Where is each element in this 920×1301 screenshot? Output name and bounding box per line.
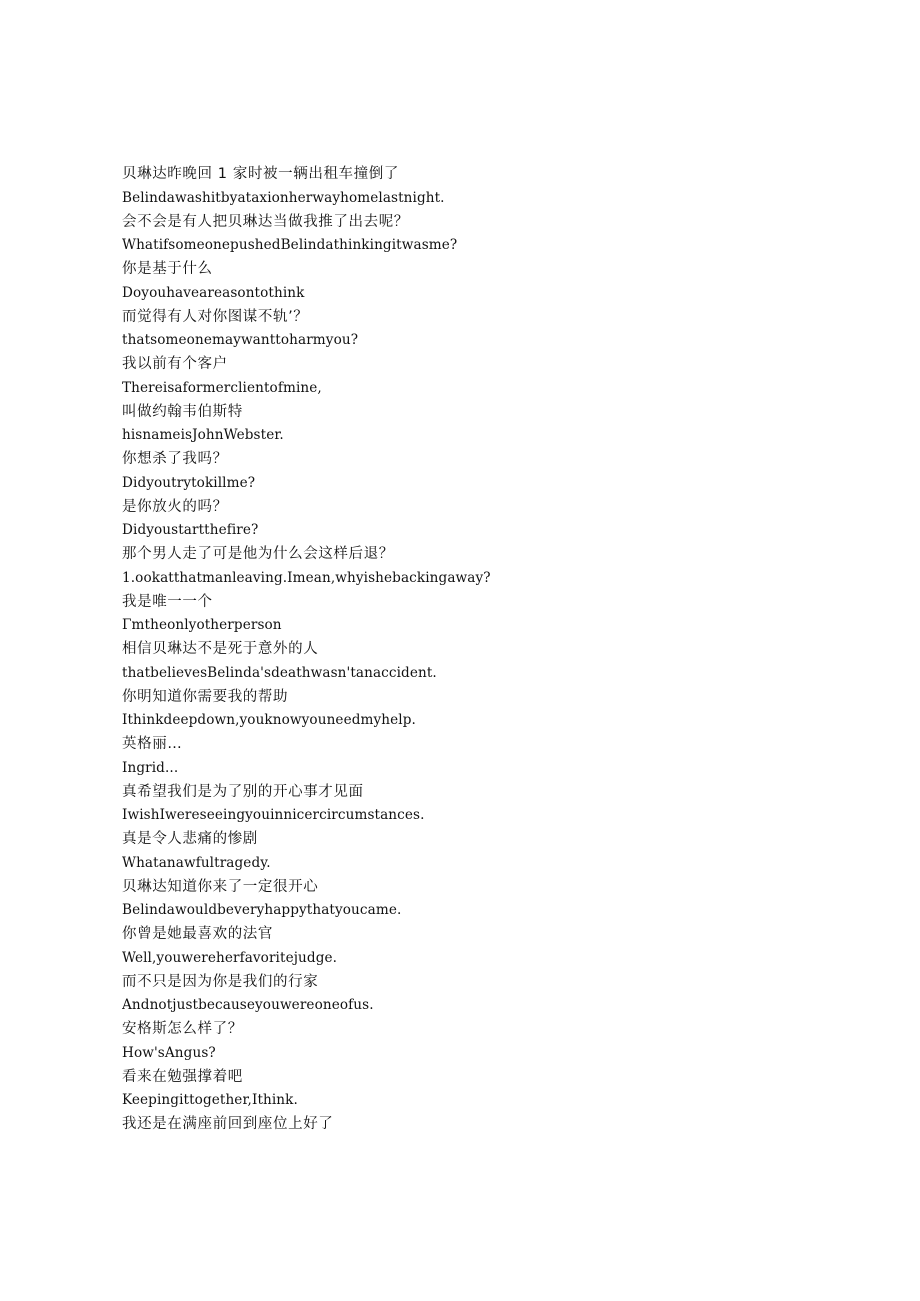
chinese-subtitle-line: 真是令人悲痛的惨剧 [122, 831, 258, 847]
english-subtitle-line: Ingrid... [122, 759, 179, 776]
english-subtitle-line: IwishIwereseeingyouinnicercircumstances. [122, 807, 425, 824]
chinese-subtitle-line: 相信贝琳达不是死于意外的人 [122, 641, 319, 657]
english-subtitle-line: thatbelievesBelinda'sdeathwasn'tanaccident. [122, 664, 437, 681]
chinese-subtitle-line: 英格丽… [122, 736, 183, 752]
subtitle-transcript [122, 163, 862, 1137]
english-subtitle-line: Didyoustartthefire? [122, 522, 259, 539]
english-subtitle-line: 1.ookatthatmanleaving.Imean,whyishebackingaway? [122, 569, 491, 586]
english-subtitle-line: Γmtheonlyotherperson [122, 617, 282, 634]
chinese-subtitle-line: 会不会是有人把贝琳达当做我推了出去呢？ [122, 213, 409, 230]
english-subtitle-line: Belindawashitbyataxionherwayhomelastnight. [122, 189, 445, 206]
english-subtitle-line: Andnotjustbecauseyouwereoneofus. [122, 997, 374, 1014]
chinese-subtitle-line: 你曾是她最喜欢的法官 [122, 926, 273, 942]
english-subtitle-line: Keepingittogether,Ithink. [122, 1092, 298, 1109]
english-subtitle-line: Well,youwereherfavoritejudge. [122, 949, 338, 966]
chinese-subtitle-line: 那个男人走了可是他为什么会这样后退？ [122, 546, 394, 562]
chinese-subtitle-line: 而不只是因为你是我们的行家 [122, 973, 319, 990]
chinese-subtitle-line: 你想杀了我吗？ [122, 451, 228, 467]
english-subtitle-line: thatsomeonemaywanttoharmyou? [122, 332, 359, 349]
chinese-subtitle-line: 是你放火的吗？ [122, 498, 228, 515]
chinese-subtitle-line: 叫做约翰韦伯斯特 [122, 403, 243, 420]
english-subtitle-line: Whatanawfultragedy. [122, 854, 271, 871]
chinese-subtitle-line: 贝琳达昨晚回 1 家时被一辆出租车撞倒了 [122, 166, 399, 182]
chinese-subtitle-line: 我还是在满座前回到座位上好了 [122, 1116, 334, 1132]
chinese-subtitle-line: 贝琳达知道你来了一定很开心 [122, 878, 319, 895]
english-subtitle-line: Ithinkdeepdown,youknowyouneedmyhelp. [122, 712, 416, 729]
english-subtitle-line: WhatifsomeonepushedBelindathinkingitwasme? [122, 237, 458, 254]
english-subtitle-line: Belindawouldbeveryhappythatyoucame. [122, 902, 402, 919]
chinese-subtitle-line: 真希望我们是为了别的开心事才见面 [122, 783, 364, 800]
chinese-subtitle-line: 而觉得有人对你图谋不轨’？ [122, 308, 309, 325]
chinese-subtitle-line: 看来在勉强撑着吧 [122, 1068, 243, 1085]
english-subtitle-line: How'sAngus? [122, 1044, 216, 1061]
chinese-subtitle-line: 我是唯一一个 [122, 593, 213, 610]
chinese-subtitle-line: 你是基于什么 [122, 261, 213, 277]
chinese-subtitle-line: 我以前有个客户 [122, 356, 228, 372]
english-subtitle-line: hisnameisJohnWebster. [122, 427, 284, 444]
english-subtitle-line: Didyoutrytokillme? [122, 474, 256, 491]
english-subtitle-line: Thereisaformerclientofmine, [122, 379, 322, 396]
english-subtitle-line: Doyouhaveareasontothink [122, 284, 305, 301]
chinese-subtitle-line: 安格斯怎么样了？ [122, 1021, 243, 1037]
chinese-subtitle-line: 你明知道你需要我的帮助 [122, 688, 289, 705]
